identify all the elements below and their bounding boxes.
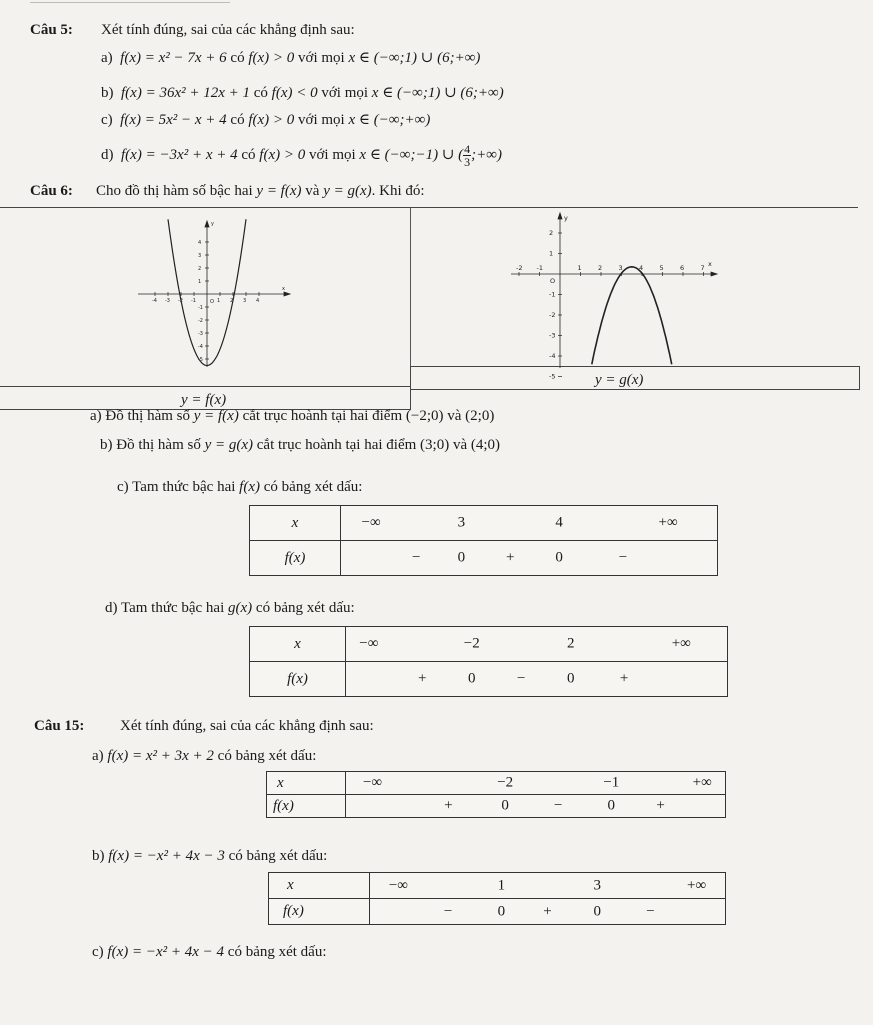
table-15a-sign-3: 0 (607, 797, 616, 814)
q6-statement-c: c) Tam thức bậc hai f(x) có bảng xét dấu: (117, 479, 363, 495)
q15-item-b: b) f(x) = −x² + 4x − 3 có bảng xét dấu: (92, 848, 328, 864)
q6-label: Câu 6: (30, 183, 73, 199)
table-c-x-1: 3 (457, 514, 466, 531)
sign-table-15b (268, 872, 726, 925)
table-15a-sign-2: − (554, 797, 563, 814)
table-c-x-0: −∞ (361, 514, 381, 531)
graph-top-rule (0, 207, 858, 208)
graph-g-x-tick-label: 3 (618, 264, 623, 272)
table-c-sign-row (341, 541, 717, 575)
graph-f-caption: y = f(x) (181, 392, 227, 408)
table-15a-x-label: x (267, 772, 346, 795)
q15-item-a: a) f(x) = x² + 3x + 2 có bảng xét dấu: (92, 748, 317, 764)
graph-f-x-tick-label: -1 (191, 298, 196, 304)
table-d-x-0: −∞ (359, 635, 379, 652)
graph-g-y-arrow (558, 213, 562, 219)
graph-g-y-tick-label: -5 (549, 372, 556, 381)
graph-g-x-tick-label: 6 (680, 264, 685, 272)
graph-f-x-tick-label: 4 (256, 298, 260, 304)
graph-g-y-tick-label: 1 (549, 249, 554, 258)
q6-statement-b: b) Đồ thị hàm số y = g(x) cắt trục hoành tại hai điểm (3;0) và (4;0) (100, 437, 501, 453)
table-15b-sign-0: − (443, 903, 453, 919)
q6-title: Cho đồ thị hàm số bậc hai y = f(x) và y = g(x). Khi đó: (96, 183, 425, 199)
table-15b-x-1: 1 (497, 877, 506, 893)
table-15b-sign-3: 0 (593, 903, 601, 919)
table-15a-x-3: +∞ (692, 774, 712, 791)
table-c-x-label: x (250, 506, 341, 541)
graph-f-y-label: y (211, 221, 214, 227)
table-15a-sign-0: + (444, 797, 453, 814)
graph-g-x-tick-label: -2 (516, 264, 523, 272)
q15-title: Xét tính đúng, sai của các khẳng định sau: (120, 718, 374, 734)
graph-g-x-tick-label: 2 (598, 264, 603, 272)
graph-f-y-tick-label: -2 (198, 318, 203, 324)
table-c-sign-3: 0 (555, 549, 563, 566)
graph-f-x-tick-label: 1 (217, 298, 221, 304)
graph-g-y-tick-label: -1 (549, 290, 556, 299)
table-d-sign-4: + (619, 670, 629, 687)
table-15b-x-label: x (269, 873, 370, 899)
graph-g-caption: y = g(x) (595, 372, 644, 388)
page-top-divider (30, 2, 230, 4)
graph-f-y-tick-label: -4 (198, 344, 203, 350)
table-15a-x-row (346, 772, 725, 794)
table-15a-x-0: −∞ (362, 774, 383, 791)
q5-item-b: b) f(x) = 36x² + 12x + 1 có f(x) < 0 với mọi x ∈ (−∞;1) ∪ (6;+∞) (101, 85, 504, 101)
graph-g-x-tick-label: 1 (577, 264, 582, 272)
table-c-sign-4: − (618, 549, 628, 566)
graph-f-y-arrow (205, 221, 209, 227)
graph-f-y-tick-label: -1 (198, 305, 203, 311)
graph-g-y-tick-label: -3 (549, 331, 556, 340)
table-15a-sign-4: + (656, 797, 665, 814)
q6-statement-d: d) Tam thức bậc hai g(x) có bảng xét dấu: (105, 600, 355, 616)
graph-f-y-tick-label: -3 (198, 331, 203, 337)
table-15a-f-label: f(x) (267, 795, 346, 818)
q5-item-a: a) f(x) = x² − 7x + 6 có f(x) > 0 với mọi x ∈ (−∞;1) ∪ (6;+∞) (101, 50, 481, 66)
graph-g-y-tick-label: -4 (549, 352, 556, 360)
table-c-sign-2: + (505, 549, 515, 566)
table-d-sign-1: 0 (467, 670, 476, 687)
table-d-sign-3: 0 (567, 670, 575, 687)
graph-g-x-tick-label: 7 (700, 264, 705, 272)
graph-f-x-tick-label: -2 (178, 298, 183, 304)
sign-table-c (249, 505, 718, 576)
graph-f-x-arrow (284, 292, 290, 296)
graph-g-y-tick-label: -2 (549, 311, 556, 319)
graph-g-x-label: x (708, 260, 712, 268)
table-c-x-2: 4 (555, 514, 563, 531)
graph-f-y-tick-label: -5 (198, 357, 203, 363)
graph-f (130, 215, 300, 375)
graph-g-parabola (592, 267, 672, 365)
sign-table-15a (266, 771, 726, 818)
table-15b-x-row (370, 873, 725, 898)
sign-table-d (249, 626, 728, 697)
q6-statement-a: a) Đồ thị hàm số y = f(x) cắt trục hoành tại hai điểm (−2;0) và (2;0) (90, 408, 495, 424)
graph-f-y-tick-label: 2 (198, 266, 202, 272)
graph-f-y-tick-label: 1 (198, 279, 202, 285)
graph-g-origin: O (550, 277, 556, 285)
table-c-x-3: +∞ (658, 514, 678, 531)
table-c-sign-0: − (411, 549, 421, 566)
graph-g-x-arrow (711, 272, 717, 276)
graph-f-y-tick-label: 3 (198, 253, 202, 259)
table-c-sign-1: 0 (457, 549, 466, 566)
table-c-x-row (341, 506, 717, 540)
table-15b-f-label: f(x) (269, 899, 370, 925)
table-15b-x-0: −∞ (388, 877, 408, 893)
graph-f-x-tick-label: -3 (165, 298, 170, 304)
q15-item-c: c) f(x) = −x² + 4x − 4 có bảng xét dấu: (92, 944, 327, 960)
graph-g-x-tick-label: 4 (639, 264, 644, 272)
table-d-sign-2: − (517, 670, 526, 687)
table-d-x-label: x (250, 627, 346, 662)
graph-f-x-tick-label: -4 (152, 298, 157, 304)
q5-title: Xét tính đúng, sai của các khẳng định sau: (101, 22, 355, 38)
graph-f-origin: O (210, 299, 214, 305)
table-d-f-label: f(x) (250, 662, 346, 697)
table-15b-x-2: 3 (593, 877, 601, 893)
graph-g-x-tick-label: -1 (536, 264, 543, 272)
table-15a-sign-row (346, 795, 725, 817)
graph-f-x-tick-label: 2 (230, 298, 234, 304)
q5-item-c: c) f(x) = 5x² − x + 4 có f(x) > 0 với mọi x ∈ (−∞;+∞) (101, 112, 431, 128)
graph-f-x-tick-label: 3 (243, 298, 247, 304)
table-d-x-2: 2 (567, 635, 575, 652)
table-d-x-3: +∞ (671, 635, 691, 652)
table-15a-x-2: −1 (603, 774, 620, 791)
table-15b-sign-1: 0 (497, 903, 506, 919)
table-d-sign-0: + (417, 670, 427, 687)
table-15a-sign-1: 0 (501, 797, 509, 814)
table-c-f-label: f(x) (250, 541, 341, 576)
graph-g-x-tick-label: 5 (659, 264, 664, 272)
q5-item-d: d) f(x) = −3x² + x + 4 có f(x) > 0 với mọi x ∈ (−∞;−1) ∪ ( $\frac{4}{3}$ ;+∞) (101, 142, 502, 169)
q5-label: Câu 5: (30, 22, 73, 38)
table-15b-x-3: +∞ (687, 877, 707, 893)
table-15a-x-1: −2 (497, 774, 514, 791)
table-d-sign-row (346, 662, 727, 696)
graph-g-y-tick-label: 2 (549, 229, 554, 237)
table-d-x-1: −2 (463, 635, 480, 652)
graph-f-x-label: x (282, 286, 285, 292)
table-15b-sign-row (370, 899, 725, 924)
graph-g-y-label: y (564, 214, 568, 222)
graph-f-y-tick-label: 4 (198, 240, 202, 246)
table-15b-sign-2: + (543, 903, 552, 919)
table-d-x-row (346, 627, 727, 661)
q15-label: Câu 15: (34, 718, 85, 734)
table-15b-sign-4: − (646, 903, 655, 919)
fraction-4-3: $\frac{4}{3}$ (464, 142, 471, 169)
